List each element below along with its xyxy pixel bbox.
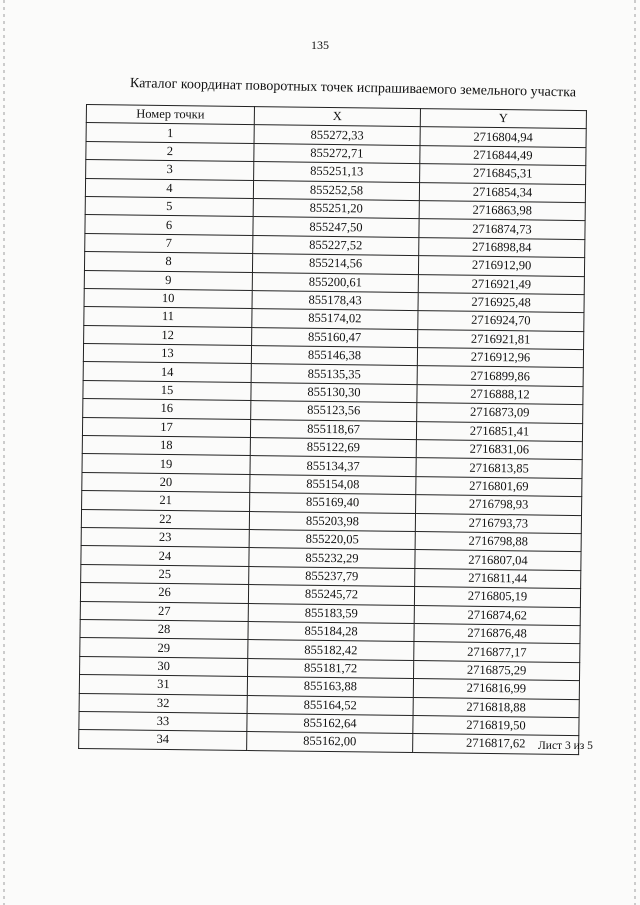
y-coordinate-cell: 2716912,90 [418, 256, 584, 276]
y-coordinate-cell: 2716898,84 [419, 237, 585, 257]
point-number-cell: 6 [85, 215, 253, 235]
page-number: 135 [311, 38, 329, 52]
x-coordinate-cell: 855163,88 [247, 677, 413, 697]
y-coordinate-cell: 2716813,85 [416, 458, 582, 478]
point-number-cell: 21 [82, 491, 250, 511]
point-number-cell: 15 [83, 380, 251, 400]
x-coordinate-cell: 855160,47 [252, 327, 418, 347]
document-title: Каталог координат поворотных точек испрашиваемого земельного участка [129, 76, 577, 101]
x-coordinate-cell: 855169,40 [250, 493, 416, 513]
y-coordinate-cell: 2716817,62 [413, 734, 579, 754]
y-coordinate-cell: 2716811,44 [415, 568, 581, 588]
point-number-cell: 8 [84, 252, 252, 272]
point-number-cell: 19 [82, 454, 250, 474]
y-coordinate-cell: 2716912,96 [417, 348, 583, 368]
y-coordinate-cell: 2716888,12 [417, 384, 583, 404]
x-coordinate-cell: 855134,37 [250, 456, 416, 476]
x-coordinate-cell: 855252,58 [253, 180, 419, 200]
x-coordinate-cell: 855118,67 [250, 419, 416, 439]
point-number-cell: 32 [79, 693, 247, 713]
point-number-cell: 2 [86, 141, 254, 161]
x-coordinate-cell: 855181,72 [248, 658, 414, 678]
point-number-cell: 9 [84, 270, 252, 290]
point-number-cell: 3 [86, 160, 254, 180]
y-coordinate-cell: 2716921,81 [418, 329, 584, 349]
y-coordinate-cell: 2716807,04 [415, 550, 581, 570]
x-coordinate-cell: 855162,64 [247, 713, 413, 733]
y-coordinate-cell: 2716816,99 [413, 679, 579, 699]
x-coordinate-cell: 855135,35 [251, 364, 417, 384]
header-y: Y [420, 109, 586, 129]
y-coordinate-cell: 2716831,06 [416, 440, 582, 460]
y-coordinate-cell: 2716854,34 [419, 182, 585, 202]
x-coordinate-cell: 855174,02 [252, 309, 418, 329]
y-coordinate-cell: 2716876,48 [414, 623, 580, 643]
point-number-cell: 20 [82, 472, 250, 492]
coordinates-table-wrapper [78, 104, 587, 755]
point-number-cell: 33 [79, 711, 247, 731]
x-coordinate-cell: 855130,30 [251, 382, 417, 402]
sheet-footer: Лист 3 из 5 [538, 740, 593, 752]
coordinates-table [78, 104, 587, 755]
y-coordinate-cell: 2716863,98 [419, 201, 585, 221]
point-number-cell: 5 [85, 196, 253, 216]
y-coordinate-cell: 2716819,50 [413, 715, 579, 735]
point-number-cell: 34 [79, 730, 247, 750]
x-coordinate-cell: 855122,69 [250, 438, 416, 458]
point-number-cell: 10 [84, 288, 252, 308]
point-number-cell: 30 [80, 656, 248, 676]
x-coordinate-cell: 855184,28 [248, 621, 414, 641]
point-number-cell: 26 [80, 583, 248, 603]
y-coordinate-cell: 2716844,49 [420, 145, 586, 165]
point-number-cell: 13 [83, 344, 251, 364]
x-coordinate-cell: 855227,52 [253, 235, 419, 255]
x-coordinate-cell: 855123,56 [251, 401, 417, 421]
table-body [79, 123, 587, 754]
point-number-cell: 29 [80, 638, 248, 658]
x-coordinate-cell: 855251,20 [253, 199, 419, 219]
x-coordinate-cell: 855251,13 [254, 162, 420, 182]
x-coordinate-cell: 855162,00 [247, 732, 413, 752]
x-coordinate-cell: 855203,98 [249, 511, 415, 531]
y-coordinate-cell: 2716804,94 [420, 127, 586, 147]
header-point-number: Номер точки [86, 105, 254, 125]
y-coordinate-cell: 2716877,17 [414, 642, 580, 662]
x-coordinate-cell: 855182,42 [248, 640, 414, 660]
x-coordinate-cell: 855214,56 [252, 254, 418, 274]
y-coordinate-cell: 2716801,69 [416, 476, 582, 496]
y-coordinate-cell: 2716924,70 [418, 311, 584, 331]
point-number-cell: 7 [85, 233, 253, 253]
point-number-cell: 23 [81, 527, 249, 547]
y-coordinate-cell: 2716805,19 [414, 587, 580, 607]
x-coordinate-cell: 855200,61 [252, 272, 418, 292]
x-coordinate-cell: 855247,50 [253, 217, 419, 237]
y-coordinate-cell: 2716845,31 [420, 164, 586, 184]
header-x: X [254, 107, 420, 127]
y-coordinate-cell: 2716793,73 [415, 513, 581, 533]
point-number-cell: 24 [81, 546, 249, 566]
y-coordinate-cell: 2716874,62 [414, 605, 580, 625]
scan-edge-right [634, 0, 636, 905]
y-coordinate-cell: 2716925,48 [418, 292, 584, 312]
point-number-cell: 31 [79, 675, 247, 695]
x-coordinate-cell: 855146,38 [251, 346, 417, 366]
point-number-cell: 14 [83, 362, 251, 382]
x-coordinate-cell: 855164,52 [247, 695, 413, 715]
point-number-cell: 28 [80, 619, 248, 639]
point-number-cell: 1 [86, 123, 254, 143]
point-number-cell: 17 [82, 417, 250, 437]
point-number-cell: 18 [82, 436, 250, 456]
y-coordinate-cell: 2716798,93 [416, 495, 582, 515]
point-number-cell: 12 [84, 325, 252, 345]
point-number-cell: 4 [85, 178, 253, 198]
y-coordinate-cell: 2716921,49 [418, 274, 584, 294]
x-coordinate-cell: 855237,79 [249, 566, 415, 586]
x-coordinate-cell: 855245,72 [248, 585, 414, 605]
point-number-cell: 27 [80, 601, 248, 621]
scan-edge-left [3, 0, 5, 905]
point-number-cell: 11 [84, 307, 252, 327]
x-coordinate-cell: 855272,33 [254, 125, 420, 145]
point-number-cell: 16 [83, 399, 251, 419]
y-coordinate-cell: 2716899,86 [417, 366, 583, 386]
y-coordinate-cell: 2716873,09 [417, 403, 583, 423]
x-coordinate-cell: 855178,43 [252, 290, 418, 310]
point-number-cell: 22 [81, 509, 249, 529]
y-coordinate-cell: 2716798,88 [415, 532, 581, 552]
y-coordinate-cell: 2716851,41 [416, 421, 582, 441]
x-coordinate-cell: 855154,08 [250, 474, 416, 494]
y-coordinate-cell: 2716874,73 [419, 219, 585, 239]
x-coordinate-cell: 855232,29 [249, 548, 415, 568]
y-coordinate-cell: 2716875,29 [414, 660, 580, 680]
point-number-cell: 25 [81, 564, 249, 584]
x-coordinate-cell: 855272,71 [254, 143, 420, 163]
x-coordinate-cell: 855220,05 [249, 530, 415, 550]
y-coordinate-cell: 2716818,88 [413, 697, 579, 717]
x-coordinate-cell: 855183,59 [248, 603, 414, 623]
